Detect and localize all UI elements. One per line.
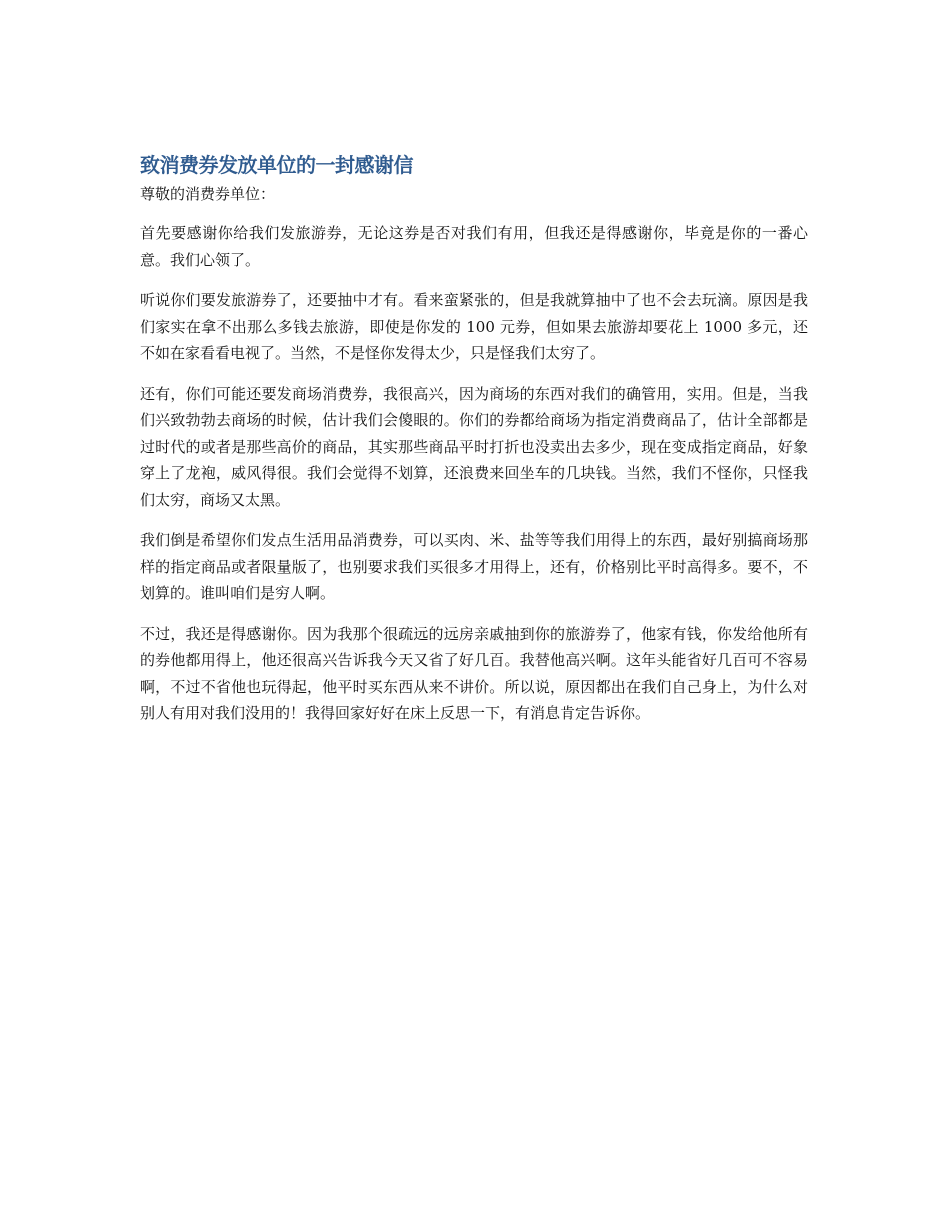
- letter-paragraph-1: 首先要感谢你给我们发旅游券，无论这券是否对我们有用，但我还是得感谢你，毕竟是你的一番心意。我们心领了。: [140, 224, 808, 269]
- letter-paragraph-2: 听说你们要发旅游券了，还要抽中才有。看来蛮紧张的，但是我就算抽中了也不会去玩滴。原因是我们家实在拿不出那么多钱去旅游，即使是你发的 100 元券，但如果去旅游却要花上 1000 多元，还不如在家看看电视了。当然，不是怪你发得太少，只是怪我们太穷了。: [140, 291, 808, 362]
- letter-paragraph-3: 还有，你们可能还要发商场消费券，我很高兴，因为商场的东西对我们的确管用，实用。但是，当我们兴致勃勃去商场的时候，估计我们会傻眼的。你们的券都给商场为指定消费商品了，估计全部都是过时代的或者是那些高价的商品，其实那些商品平时打折也没卖出去多少，现在变成指定商品，好象穿上了龙袍，威风得很。我们会觉得不划算，还浪费来回坐车的几块钱。当然，我们不怪你，只怪我们太穷，商场又太黑。: [140, 384, 808, 509]
- letter-paragraph-5: 不过，我还是得感谢你。因为我那个很疏远的远房亲戚抽到你的旅游券了，他家有钱，你发给他所有的券他都用得上，他还很高兴告诉我今天又省了好几百。我替他高兴啊。这年头能省好几百可不容易啊，不过不省他也玩得起，他平时买东西从来不讲价。所以说，原因都出在我们自己身上，为什么对别人有用对我们没用的！我得回家好好在床上反思一下，有消息肯定告诉你。: [140, 624, 808, 722]
- letter-paragraph-4: 我们倒是希望你们发点生活用品消费券，可以买肉、米、盐等等我们用得上的东西，最好别搞商场那样的指定商品或者限量版了，也别要求我们买很多才用得上，还有，价格别比平时高得多。要不，不划算的。谁叫咱们是穷人啊。: [140, 531, 808, 602]
- letter-salutation: 尊敬的消费券单位：: [140, 185, 276, 203]
- letter-title: 致消费券发放单位的一封感谢信: [140, 153, 413, 177]
- letter-page: [140, 148, 808, 741]
